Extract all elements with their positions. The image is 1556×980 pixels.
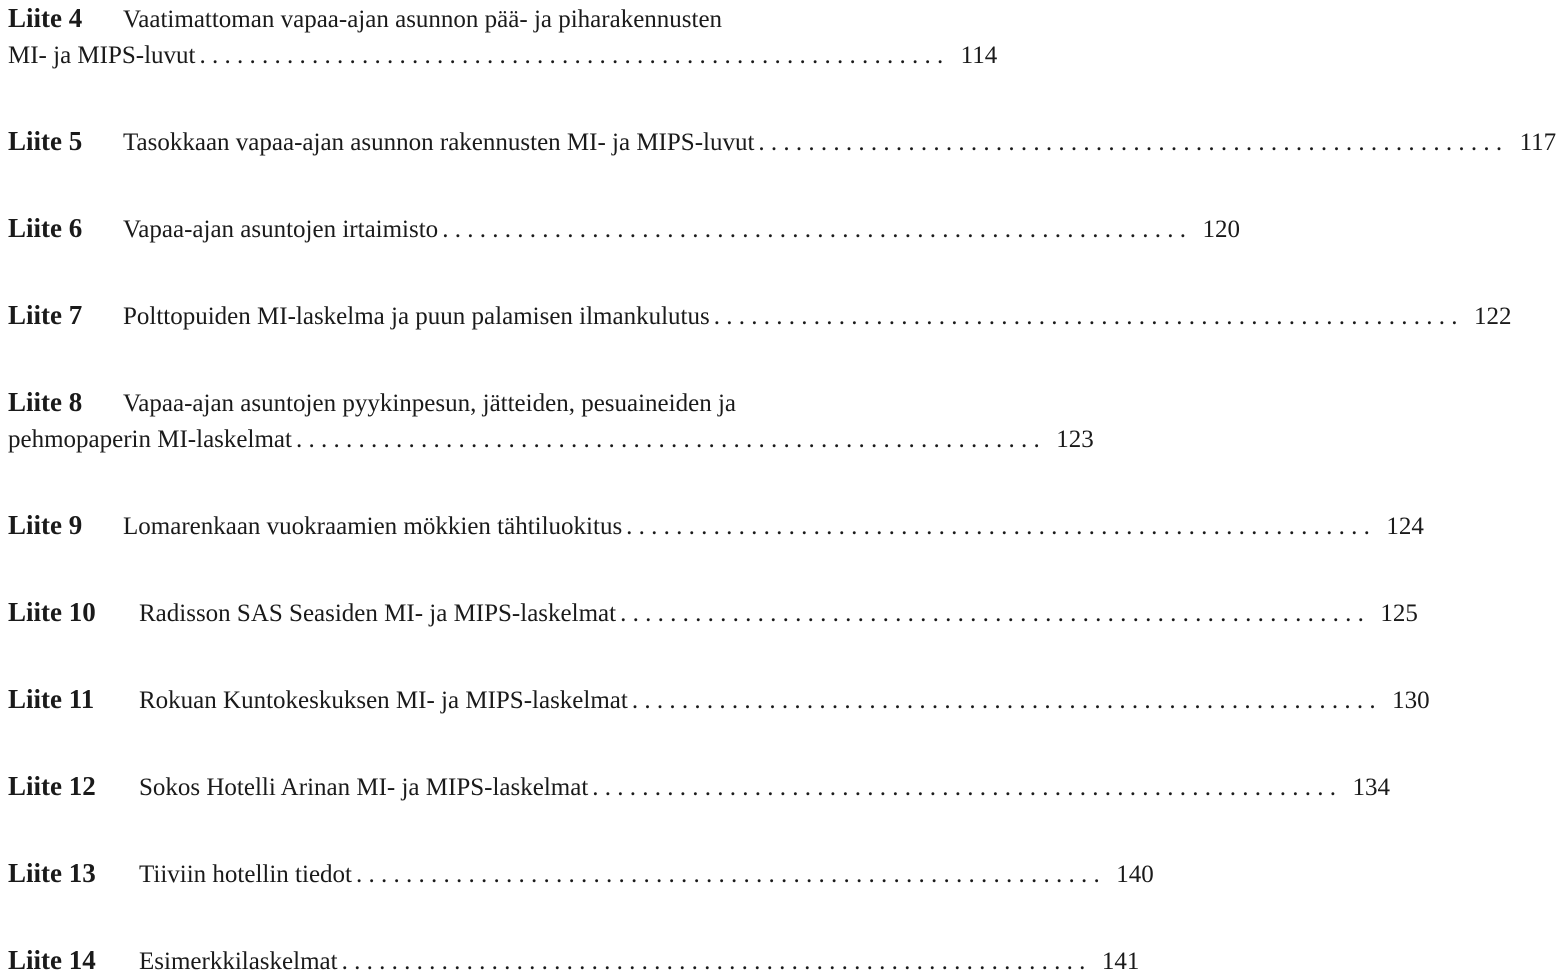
toc-title-line1: Vaatimattoman vapaa-ajan asunnon pää- ja piharakennusten [123, 6, 723, 33]
toc-label: Liite 8 [8, 387, 83, 417]
toc-entry-liite-14 [8, 942, 1140, 980]
leader-dots: . . . . . . . . . . . . . . . . . . . . . . . . . . . . . . . . . . . . . . . . . . . . . . . . . . . . . . . . . . . . [620, 600, 1364, 627]
toc-label: Liite 11 [8, 684, 95, 714]
leader-dots: . . . . . . . . . . . . . . . . . . . . . . . . . . . . . . . . . . . . . . . . . . . . . . . . . . . . . . . . . . . . [758, 129, 1503, 156]
toc-label: Liite 14 [8, 945, 96, 975]
toc-page-number: 122 [1473, 303, 1512, 330]
toc-page-number: 124 [1386, 513, 1424, 540]
toc-title: MI- ja MIPS-luvut [8, 42, 196, 69]
toc-title: Sokos Hotelli Arinan MI- ja MIPS-laskelmat [139, 774, 589, 801]
leader-dots: . . . . . . . . . . . . . . . . . . . . . . . . . . . . . . . . . . . . . . . . . . . . . . . . . . . . . . . . . . . . [295, 426, 1040, 453]
leader-dots: . . . . . . . . . . . . . . . . . . . . . . . . . . . . . . . . . . . . . . . . . . . . . . . . . . . . . . . . . . . . [442, 216, 1186, 243]
toc-entry-liite-5 [8, 123, 1556, 161]
toc-title: Esimerkkilaskelmat [139, 948, 338, 975]
toc-title: Lomarenkaan vuokraamien mökkien tähtiluokitus [123, 513, 623, 540]
toc-label: Liite 5 [8, 126, 83, 156]
toc-page-number: 134 [1352, 774, 1391, 801]
toc-title-line1: Vapaa-ajan asuntojen pyykinpesun, jätteiden, pesuaineiden ja [123, 390, 736, 417]
toc-title: Polttopuiden MI-laskelma ja puun palamisen ilmankulutus [123, 303, 710, 330]
table-of-contents [8, 0, 1556, 980]
toc-label: Liite 10 [8, 597, 96, 627]
leader-dots: . . . . . . . . . . . . . . . . . . . . . . . . . . . . . . . . . . . . . . . . . . . . . . . . . . . . . . . . . . . . [341, 948, 1086, 975]
toc-entry-liite-8 [8, 384, 1094, 458]
toc-page-number: 114 [960, 42, 998, 69]
toc-page-number: 140 [1116, 861, 1154, 888]
toc-page-number: 117 [1519, 129, 1556, 156]
toc-title: Vapaa-ajan asuntojen irtaimisto [123, 216, 439, 243]
toc-label: Liite 9 [8, 510, 83, 540]
toc-entry-liite-10 [8, 594, 1418, 632]
toc-entry-liite-7 [8, 297, 1512, 335]
toc-title: Rokuan Kuntokeskuksen MI- ja MIPS-laskelmat [139, 687, 628, 714]
toc-page-number: 125 [1380, 600, 1418, 627]
toc-entry-liite-12 [8, 768, 1391, 806]
toc-label: Liite 13 [8, 858, 96, 888]
toc-entry-liite-13 [8, 855, 1154, 893]
toc-entry-liite-11 [8, 681, 1430, 719]
toc-title: Tiiviin hotellin tiedot [139, 861, 352, 888]
toc-entry-liite-9 [8, 507, 1424, 545]
toc-page-number: 123 [1056, 426, 1094, 453]
toc-label: Liite 7 [8, 300, 83, 330]
leader-dots: . . . . . . . . . . . . . . . . . . . . . . . . . . . . . . . . . . . . . . . . . . . . . . . . . . . . . . . . . . . . [626, 513, 1370, 540]
toc-page-number: 141 [1101, 948, 1140, 975]
leader-dots: . . . . . . . . . . . . . . . . . . . . . . . . . . . . . . . . . . . . . . . . . . . . . . . . . . . . . . . . . . . . [713, 303, 1458, 330]
toc-page-number: 130 [1392, 687, 1430, 714]
leader-dots: . . . . . . . . . . . . . . . . . . . . . . . . . . . . . . . . . . . . . . . . . . . . . . . . . . . . . . . . . . . . [199, 42, 944, 69]
leader-dots: . . . . . . . . . . . . . . . . . . . . . . . . . . . . . . . . . . . . . . . . . . . . . . . . . . . . . . . . . . . . [592, 774, 1337, 801]
toc-title: Tasokkaan vapaa-ajan asunnon rakennusten MI- ja MIPS-luvut [123, 129, 755, 156]
toc-entry-liite-6 [8, 210, 1240, 248]
toc-page-number: 120 [1202, 216, 1240, 243]
toc-entry-liite-4 [8, 0, 998, 74]
toc-label: Liite 12 [8, 771, 96, 801]
leader-dots: . . . . . . . . . . . . . . . . . . . . . . . . . . . . . . . . . . . . . . . . . . . . . . . . . . . . . . . . . . . . [631, 687, 1376, 714]
toc-label: Liite 4 [8, 3, 83, 33]
toc-title: pehmopaperin MI-laskelmat [8, 426, 292, 453]
leader-dots: . . . . . . . . . . . . . . . . . . . . . . . . . . . . . . . . . . . . . . . . . . . . . . . . . . . . . . . . . . . . [356, 861, 1100, 888]
toc-label: Liite 6 [8, 213, 83, 243]
toc-title: Radisson SAS Seasiden MI- ja MIPS-laskelmat [139, 600, 617, 627]
